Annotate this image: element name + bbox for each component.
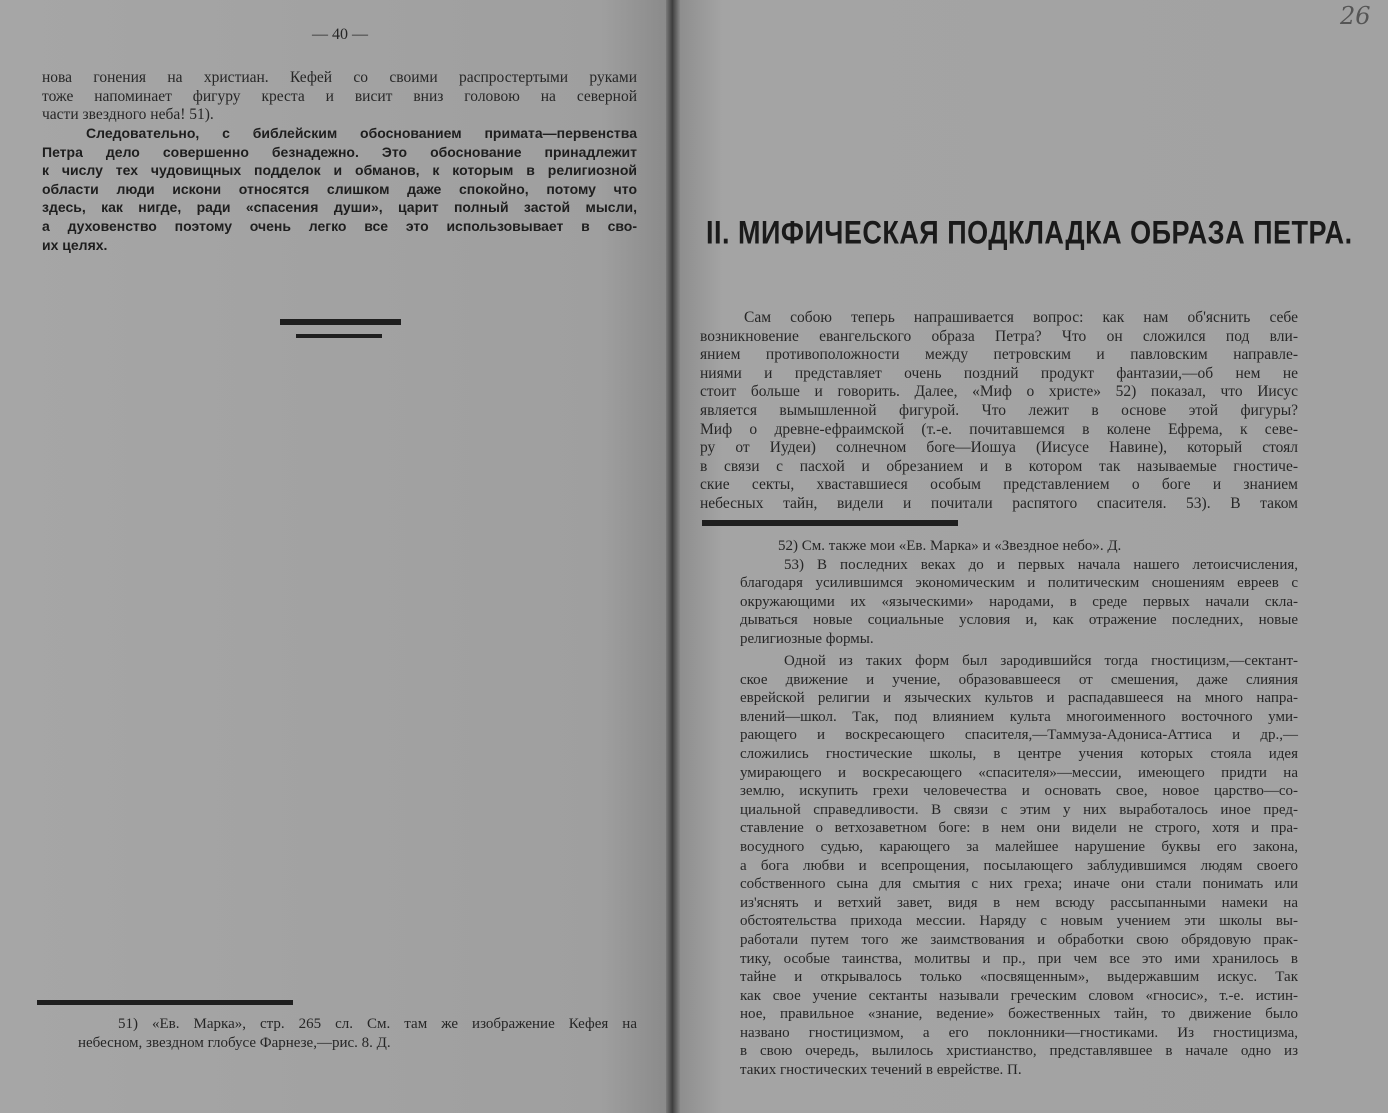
text-line: части звездного неба! 51). — [42, 106, 214, 124]
text-line: как свое учение сектанты называли греческим словом «гносис», т.-е. истин- — [740, 987, 1298, 1004]
text-line: 51) «Ев. Марка», стр. 265 сл. См. там же изображение Кефея на — [118, 1016, 637, 1032]
text-line: еврейской религии и языческих культов и распадавшееся на много напра- — [740, 690, 1298, 707]
footnote-52-53 — [740, 537, 1298, 649]
text-line: их целях. — [42, 236, 108, 253]
text-line: Сам собою теперь напрашивается вопрос: как нам об'яснить себе — [744, 309, 1298, 326]
footnote-51 — [78, 1015, 637, 1052]
text-line: работали путем того же заимствования и обработки свою обрядовую прак- — [740, 931, 1298, 948]
text-line: в связи с пасхой и обрезанием и в котором так называемые гностиче- — [700, 457, 1298, 475]
text-line: тоже напоминает фигуру креста и висит вниз головою на северной — [42, 87, 637, 105]
text-line: таких гностических течений в еврействе. П. — [740, 1062, 1022, 1079]
text-line: нова гонения на христиан. Кефей со своими распростертыми руками — [42, 69, 637, 86]
text-line: янием противоположности между петровским и павловским направле- — [700, 346, 1298, 364]
text-line: ское движение и учение, образовавшееся от смешения, даже слияния — [740, 671, 1298, 688]
text-line: ру от Иудеи) солнечном боге—Иошуа (Иисусе Навине), который стоял — [700, 439, 1298, 457]
text-line: окружающими их «языческими» народами, в среде первых начали скла- — [740, 593, 1298, 610]
chapter-heading: II. МИФИЧЕСКАЯ ПОДКЛАДКА ОБРАЗА ПЕТРА. — [706, 214, 1353, 251]
text-line: циальной справедливости. В связи с этим у них выработалось иное пред- — [740, 801, 1298, 818]
text-line: ное, правильное «знание, ведение» божественных тайн, то движение было — [740, 1006, 1298, 1023]
footnote-52: 52) См. также мои «Ев. Марка» и «Звездное небо». Д. — [778, 538, 1122, 554]
ornament-rule-top — [280, 319, 401, 325]
page-number: — 40 — — [312, 26, 368, 43]
text-line: в свою очередь, вылилось христианство, представлявшее в начале одно из — [740, 1043, 1298, 1060]
footnote-rule — [37, 1000, 293, 1005]
left-paragraph-1 — [42, 69, 637, 125]
text-line: тайне и открывалось только «посвященным», выдержавшим искус. Так — [740, 969, 1298, 986]
text-line: Следовательно, с библейским обоснованием примата—первенства — [86, 125, 637, 141]
handwritten-mark: 26 — [1340, 2, 1371, 30]
text-line: благодаря усилившимся экономическим и политическим сношениям евреев с — [740, 575, 1298, 592]
text-line: землю, искупить грехи человечества и основать свое, новое царство—со- — [740, 783, 1298, 800]
text-line: стоит больше и говорить. Далее, «Миф о христе» 52) показал, что Иисус — [700, 383, 1298, 401]
text-line: Одной из таких форм был зародившийся тогда гностицизм,—сектант- — [784, 653, 1298, 669]
right-body-paragraph — [700, 309, 1298, 514]
text-line: рающего и воскресающего спасителя,—Таммуза-Адониса-Аттиса и др.,— — [740, 727, 1298, 744]
text-line: является вымышленной фигурой. Что лежит в основе этой фигуры? — [700, 401, 1298, 419]
text-line: восудного судью, карающего за малейшее нарушение буквы его закона, — [740, 838, 1298, 855]
text-line: здесь, как нигде, ради «спасения души», царит полный застой мысли, — [42, 199, 637, 216]
text-line: небесных тайн, видели и почитали распятого спасителя. 53). В таком — [700, 494, 1298, 512]
text-line: обстоятельства прихода мессии. Наряду с новым учением эти школы вы- — [740, 913, 1298, 930]
text-line: сложились гностические школы, в центре учения которых стояла идея — [740, 745, 1298, 762]
text-line: тику, особые таинства, молитвы и пр., при чем все это ими хранилось в — [740, 950, 1298, 967]
text-line: ниями и представляет очень поздний продукт фантазии,—об нем не — [700, 364, 1298, 382]
text-line: а духовенство поэтому очень легко все это использовывает в сво- — [42, 217, 637, 234]
footnote-rule — [702, 520, 958, 526]
text-line: ставление о ветхозаветном боге: в нем они видели не строго, хотя и пра- — [740, 820, 1298, 837]
text-line: влений—школ. Так, под влиянием культа многоименного восточного уми- — [740, 708, 1298, 725]
text-line: возникновение евангельского образа Петра? Что он сложился под вли- — [700, 327, 1298, 345]
book-spine — [666, 0, 680, 1113]
text-line: дываться новые социальные условия и, как отражение последних, новые — [740, 612, 1298, 629]
text-line: религиозные формы. — [740, 630, 874, 647]
ornament-rule-bottom — [296, 334, 382, 338]
text-line: 53) В последних веках до и первых начала нашего летоисчисления, — [784, 556, 1298, 573]
text-line: ские секты, хваставшиеся особым представлением о боге и знанием — [700, 476, 1298, 494]
text-line: названо гностицизмом, а его поклонники—гностиками. Из гностицизма, — [740, 1024, 1298, 1041]
text-line: Миф о древне-ефраимской (т.-е. почитавшемся в колене Ефрема, к севе- — [700, 420, 1298, 438]
text-line: небесном, звездном глобусе Фарнезе,—рис. 8. Д. — [78, 1034, 391, 1051]
text-line: к числу тех чудовищных подделок и обманов, к которым в религиозной — [42, 162, 637, 179]
text-line: области люди искони относятся слишком даже спокойно, потому что — [42, 180, 637, 197]
text-line: умирающего и воскресающего «спасителя»—мессии, имеющего придти на — [740, 764, 1298, 781]
text-line: Петра дело совершенно безнадежно. Это обоснование принадлежит — [42, 143, 637, 160]
left-paragraph-bold — [42, 124, 637, 254]
text-line: из'яснять и ветхий завет, видя в нем всюду рассыпанными намеки на — [740, 894, 1298, 911]
text-line: а бога любви и всепрощения, посылающего заблудившимся людям своего — [740, 857, 1298, 874]
footnote-53-continued — [740, 652, 1298, 1080]
text-line: собственного сына для смытия с них греха; иначе они стали понимать или — [740, 876, 1298, 893]
